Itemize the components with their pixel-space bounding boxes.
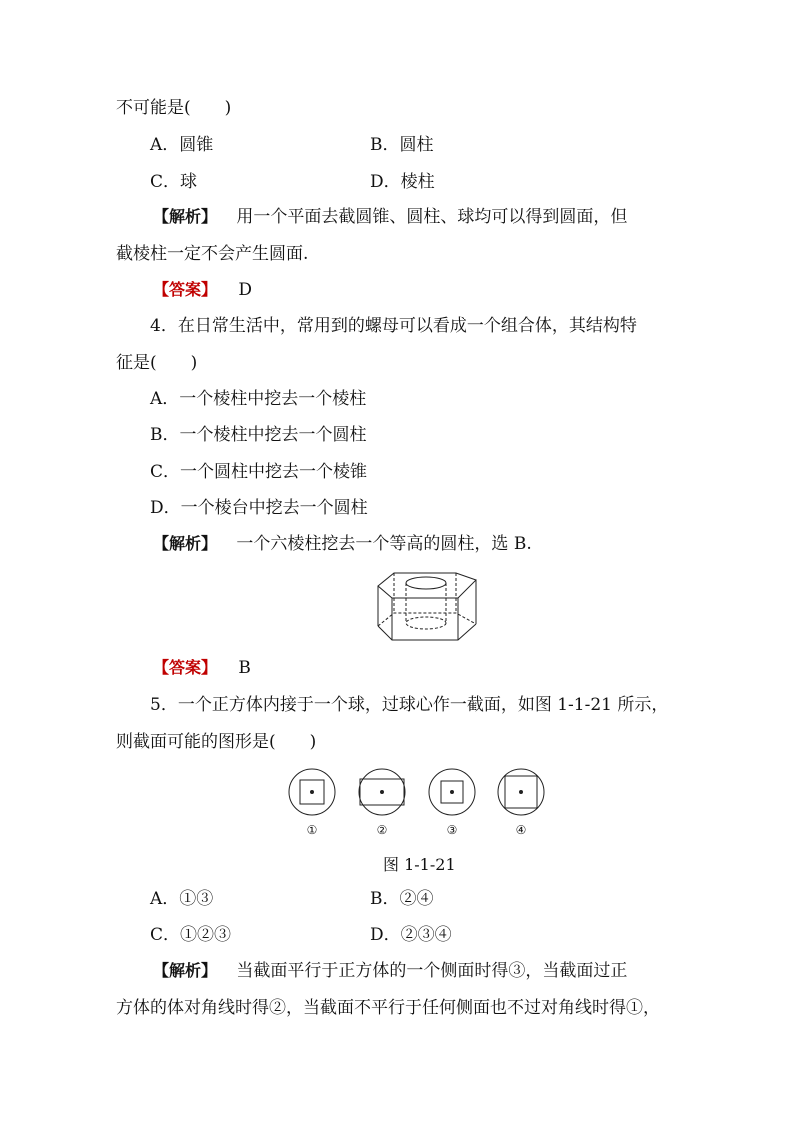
q3-answer-value: D [238, 280, 253, 300]
q3-answer [153, 279, 252, 301]
q4-option-a: A．一个棱柱中挖去一个棱柱 [150, 389, 367, 409]
q3-option-b: B．圆柱 [370, 135, 434, 155]
q4-option-d: D．一个棱台中挖去一个圆柱 [150, 498, 368, 518]
q4-analysis [153, 533, 532, 555]
q5-analysis-line1 [153, 960, 627, 982]
figure-label-2: ② [376, 823, 388, 837]
analysis-tag: 【解析】 [153, 534, 218, 553]
answer-tag: 【答案】 [153, 280, 218, 299]
q4-option-c: C．一个圆柱中挖去一个棱锥 [150, 462, 368, 482]
q4-answer [153, 657, 251, 679]
q5-option-c: C．①②③ [150, 925, 232, 945]
answer-tag: 【答案】 [153, 658, 218, 677]
q3-analysis-line2: 截棱柱一定不会产生圆面. [116, 244, 309, 264]
figure-label-1: ① [306, 823, 318, 837]
q4-stem-line2: 征是( ) [116, 353, 198, 373]
q3-option-a: A．圆锥 [150, 135, 214, 155]
q5-option-d: D．②③④ [370, 925, 452, 945]
section-3-shape [429, 769, 475, 815]
q5-analysis-line2: 方体的体对角线时得②，当截面不平行于任何侧面也不过对角线时得①， [116, 998, 660, 1018]
q3-analysis-text: 用一个平面去截圆锥、圆柱、球均可以得到圆面，但 [236, 207, 628, 227]
q3-stem-tail: 不可能是( ) [116, 98, 232, 118]
q4-answer-value: B [238, 658, 251, 678]
q4-stem-line1: 4．在日常生活中，常用到的螺母可以看成一个组合体，其结构特 [150, 316, 637, 336]
figure-label-3: ③ [446, 823, 458, 837]
q5-option-a: A．①③ [150, 889, 214, 909]
q5-option-b: B．②④ [370, 889, 434, 909]
figure-label-4: ④ [515, 823, 527, 837]
q5-stem-line2: 则截面可能的图形是( ) [116, 732, 317, 752]
section-4-shape [498, 769, 544, 815]
cross-section-figure [285, 764, 555, 820]
figure-caption: 图 1-1-21 [383, 855, 456, 874]
q3-option-c: C．球 [150, 172, 198, 192]
section-2-shape [359, 769, 405, 815]
section-1-shape [289, 769, 335, 815]
analysis-tag: 【解析】 [153, 207, 218, 226]
q4-analysis-text: 一个六棱柱挖去一个等高的圆柱，选 B. [236, 534, 532, 554]
q5-analysis-text: 当截面平行于正方体的一个侧面时得③，当截面过正 [236, 961, 628, 981]
q4-option-b: B．一个棱柱中挖去一个圆柱 [150, 425, 367, 445]
hex-nut-figure [372, 568, 484, 652]
analysis-tag: 【解析】 [153, 961, 218, 980]
q5-stem-line1: 5．一个正方体内接于一个球，过球心作一截面，如图 1-1-21 所示， [150, 695, 669, 715]
q3-option-d: D．棱柱 [370, 172, 435, 192]
q3-analysis-line1 [153, 206, 627, 228]
